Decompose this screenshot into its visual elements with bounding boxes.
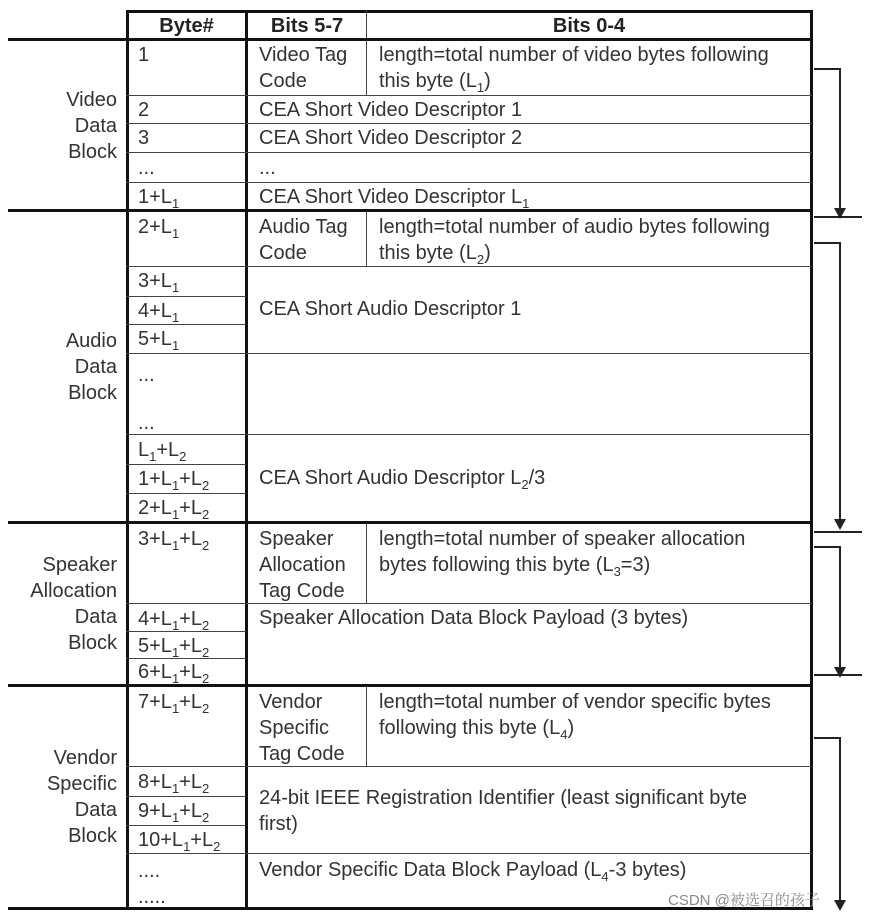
header-bits-0-4: Bits 0-4 [552,15,626,37]
audio-length-desc: length=total number of audio bytes following this byte $(L_2)$ [379,216,770,267]
vendor-byte-9: $9+L_1+L_2$ [138,800,210,825]
video-descriptor-2: CEA Short Video Descriptor 2 [259,127,523,149]
audio-byte-4: $4+L_1$ [138,300,180,325]
speaker-byte-6: $6+L_1+L_2$ [138,661,210,686]
header-byte: Byte# [159,15,214,37]
video-descriptor-ellipsis: ... [259,157,276,179]
speaker-byte-tag: $3+L_1+L_2$ [138,528,210,553]
audio-byte-ellipsis-2: ... [138,412,155,434]
speaker-byte-5: $5+L_1+L_2$ [138,635,210,660]
video-byte-ellipsis: ... [138,157,155,179]
speaker-tag-code: Speaker Allocation Tag Code [259,528,346,602]
vendor-byte-8: $8+L_1+L_2$ [138,771,210,796]
audio-byte-tag: $2+L_1$ [138,216,180,241]
audio-byte-2-l1-l2: $2+L_1+L_2$ [138,497,210,522]
vendor-specific-block-label: Vendor Specific Data Block [46,747,117,847]
speaker-byte-4: $4+L_1+L_2$ [138,608,210,633]
vendor-length-desc: length=total number of vendor specific bytes following this byte $(L_4)$ [379,691,771,742]
speaker-length-desc: length=total number of speaker allocation bytes following this byte $(L_3=3)$ [379,528,746,579]
video-descriptor-1: CEA Short Video Descriptor 1 [259,99,523,121]
vendor-payload: Vendor Specific Data Block Payload ($L_4-3$ bytes) [259,859,687,884]
video-byte-1: 1 [138,44,150,66]
audio-descriptor-1: CEA Short Audio Descriptor 1 [259,298,522,320]
audio-byte-l1-l2: $L_1+L_2$ [138,439,187,464]
video-length-desc: length=total number of video bytes following this byte $(L_1)$ [379,44,769,95]
vendor-ieee-identifier: 24-bit IEEE Registration Identifier (least significant byte first) [259,787,748,835]
vendor-byte-ellipsis-1: .... [138,860,161,882]
audio-byte-ellipsis-1: ... [138,364,155,386]
audio-descriptor-last: CEA Short Audio Descriptor $L_2/3$ [259,467,546,492]
csdn-watermark: CSDN @被选召的孩子 [668,892,820,909]
video-byte-last: $1+L_1$ [138,186,180,211]
video-descriptor-last: CEA Short Video Descriptor $L_1$ [259,186,530,211]
vendor-byte-tag: $7+L_1+L_2$ [138,691,210,716]
video-byte-3: 3 [138,127,150,149]
header-bits-5-7: Bits 5-7 [270,15,344,37]
vendor-byte-ellipsis-2: ..... [138,886,166,908]
video-byte-2: 2 [138,99,150,121]
audio-tag-code: Audio Tag Code [259,216,348,264]
speaker-allocation-block-label: Speaker Allocation Data Block [30,554,117,654]
audio-byte-1-l1-l2: $1+L_1+L_2$ [138,468,210,493]
audio-byte-3: $3+L_1$ [138,270,180,295]
video-tag-code: Video Tag Code [259,44,348,92]
speaker-payload: Speaker Allocation Data Block Payload (3 bytes) [259,607,689,629]
audio-data-block-label: Audio Data Block [65,330,117,404]
vendor-tag-code: Vendor Specific Tag Code [259,691,345,765]
video-data-block-label: Video Data Block [66,89,117,163]
vendor-byte-10: $10+L_1+L_2$ [138,829,221,854]
audio-byte-5: $5+L_1$ [138,328,180,353]
